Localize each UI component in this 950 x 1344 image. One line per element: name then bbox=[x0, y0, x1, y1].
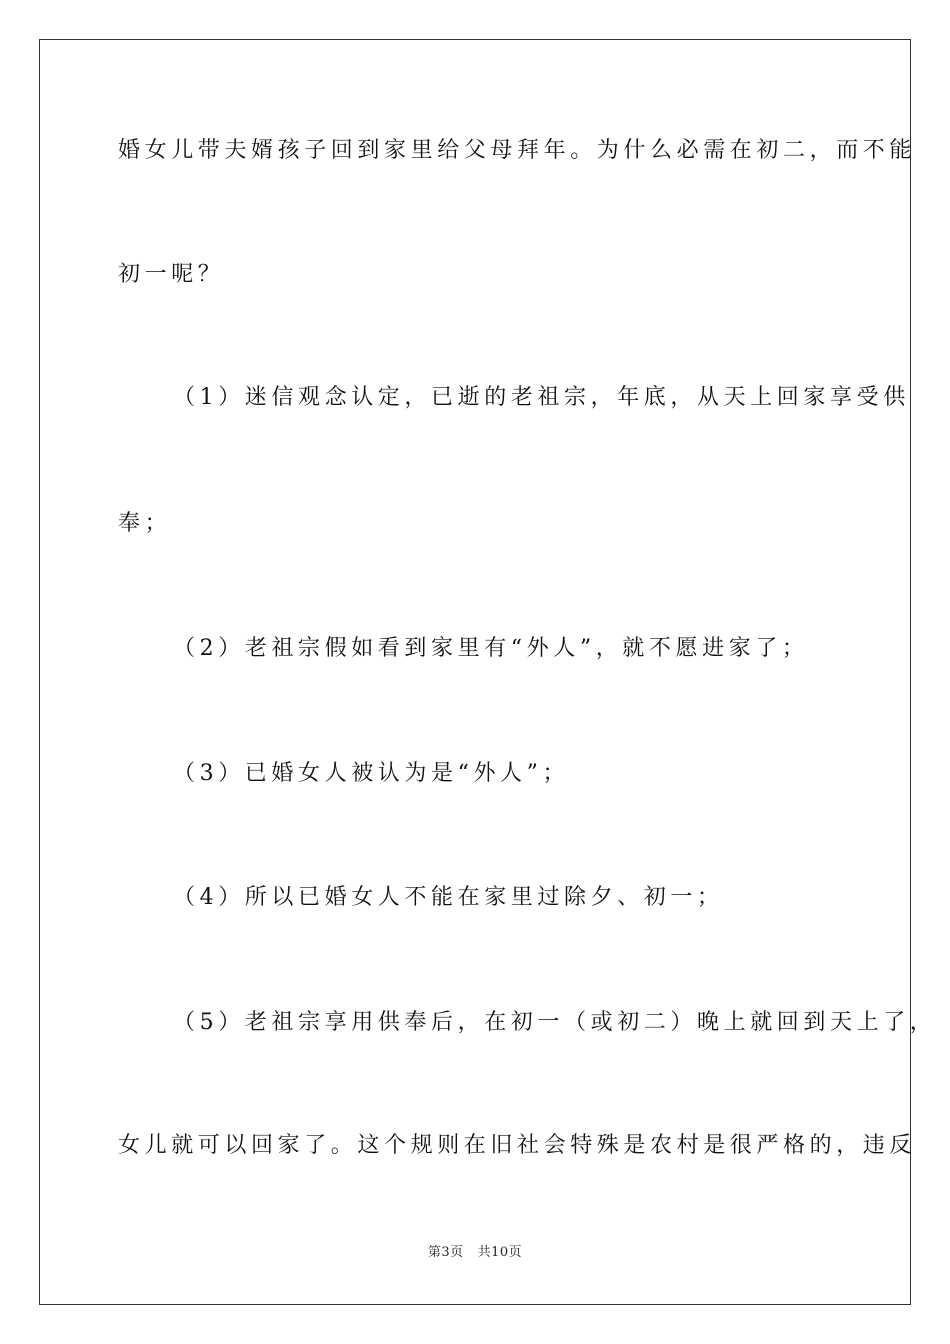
text-line-3: （1）迷信观念认定，已逝的老祖宗，年底，从天上回家享受供 bbox=[173, 385, 910, 410]
text-line-6: （3）已婚女人被认为是“外人”； bbox=[173, 761, 570, 786]
text-line-8: （5）老祖宗享用供奉后，在初一（或初二）晚上就回到天上了， bbox=[173, 1010, 937, 1035]
page-number-total: 共10页 bbox=[477, 1245, 523, 1260]
page-footer bbox=[0, 1245, 950, 1261]
text-line-5: （2）老祖宗假如看到家里有“外人”，就不愿进家了； bbox=[173, 636, 809, 661]
text-line-7: （4）所以已婚女人不能在家里过除夕、初一； bbox=[173, 885, 724, 910]
page-number-current: 第3页 bbox=[427, 1245, 464, 1260]
page-border bbox=[39, 39, 911, 1305]
text-line-2: 初一呢？ bbox=[118, 262, 225, 287]
text-line-4: 奉； bbox=[118, 511, 172, 536]
text-line-9: 女儿就可以回家了。这个规则在旧社会特殊是农村是很严格的，违反 bbox=[118, 1133, 917, 1158]
text-line-1: 婚女儿带夫婿孩子回到家里给父母拜年。为什么必需在初二，而不能 bbox=[118, 138, 917, 163]
